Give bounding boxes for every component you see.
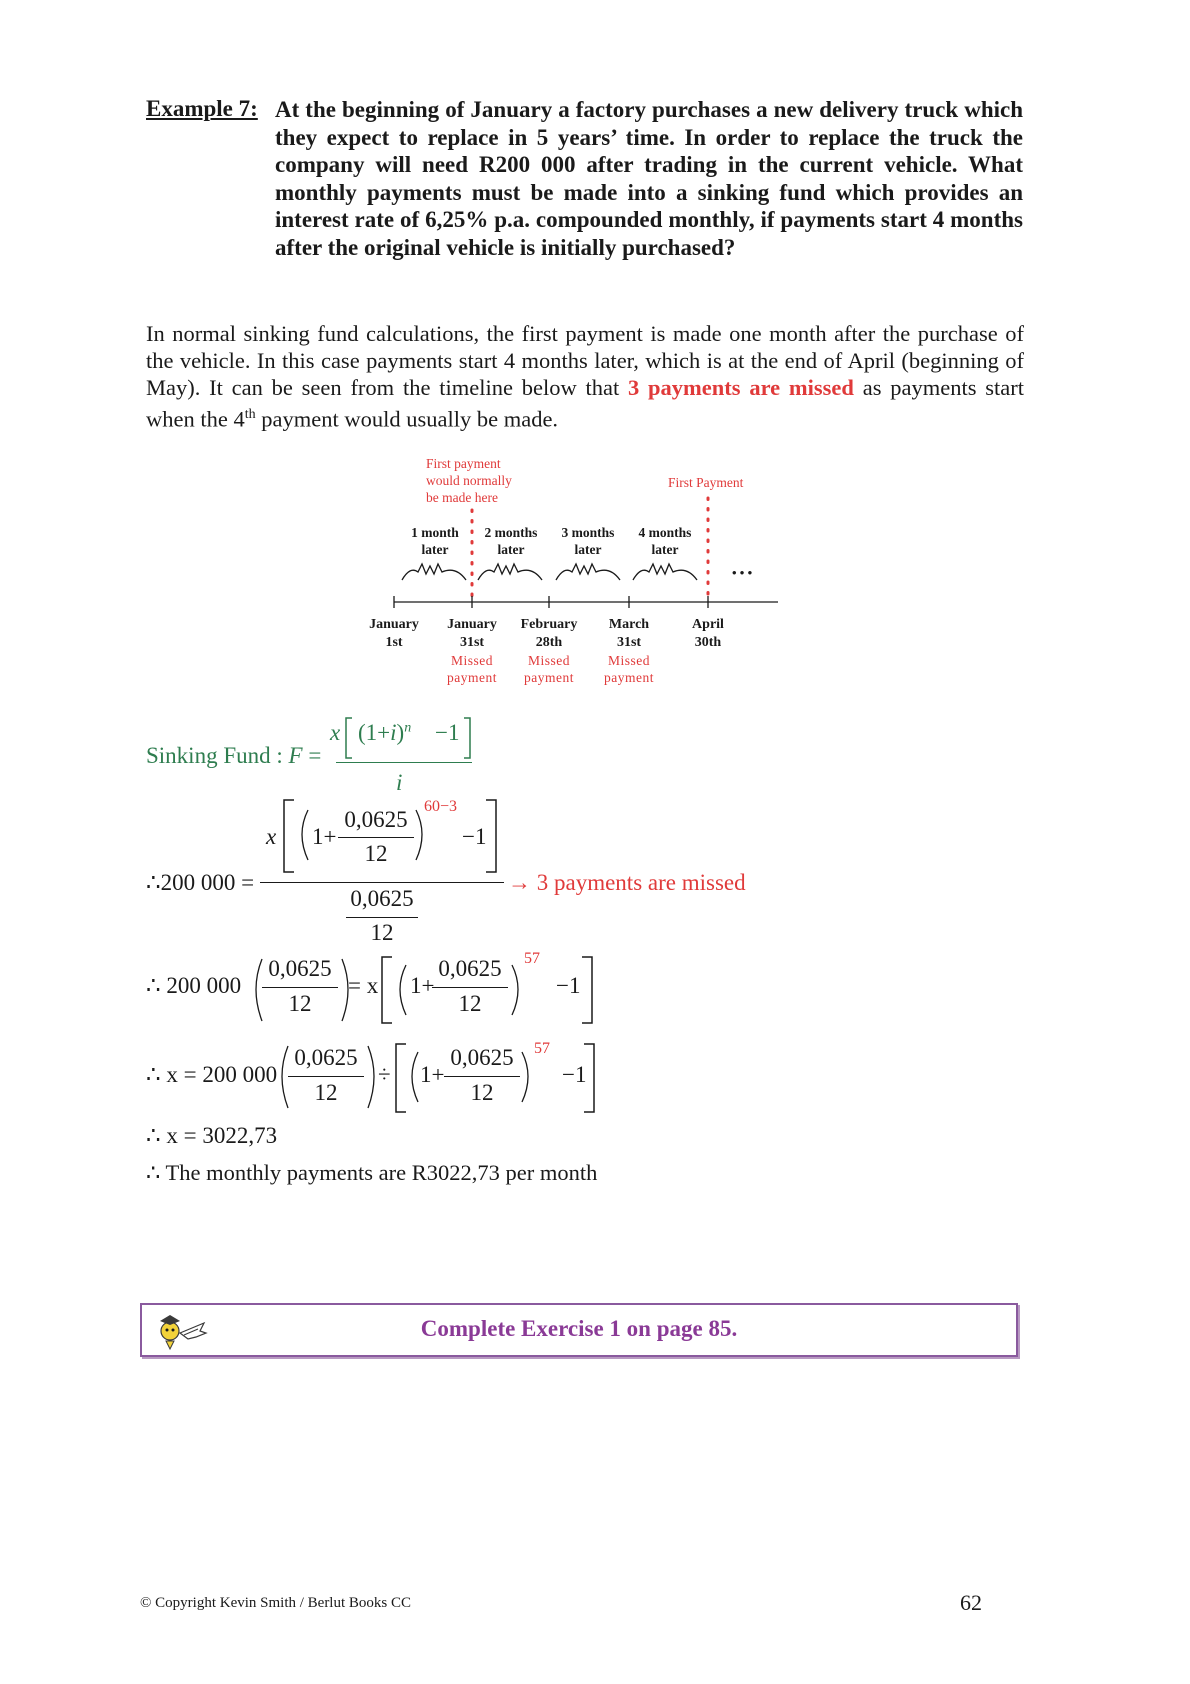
formula-x: x (330, 720, 341, 745)
note-normal-line1: First payment (426, 456, 501, 471)
intro-sup: th (244, 407, 256, 422)
interval-2-line2: later (497, 542, 525, 557)
timeline-ellipsis: • • • (732, 565, 753, 580)
note-normal-line2: would normally (426, 473, 512, 488)
result-statement: ∴ The monthly payments are R3022,73 per month (146, 1160, 598, 1185)
formula-F: F (288, 743, 303, 768)
date-4-month: March (608, 617, 650, 632)
interval-4-line2: later (651, 542, 679, 557)
arc-2 (478, 564, 542, 580)
example-question: At the beginning of January a factory purchases a new delivery truck which they expect to replace in 5 years’ time. In order to replace the truck the company will need R200 000 after trading in the current vehicle. What monthly payments must be made into a sinking fund which provides an interest rate of 6,25% p.a. compounded monthly, if payments start 4 months after the original vehicle is initially purchased? (275, 97, 1023, 260)
step3-inner-den: 12 (470, 1080, 494, 1105)
step3-minus1: −1 (562, 1062, 587, 1087)
missed-3-line2: payment (604, 670, 654, 685)
step2-eq-x: = x (348, 973, 379, 998)
exercise-instruction: Complete Exercise 1 on page 85. (420, 1316, 738, 1341)
footer-copyright: © Copyright Kevin Smith / Berlut Books CC (140, 1595, 411, 1611)
step1-one-plus: 1+ (312, 824, 337, 849)
step3-one-plus: 1+ (420, 1062, 445, 1087)
step3-div: ÷ (378, 1062, 391, 1087)
step1-inner-bar (338, 837, 414, 838)
date-2-month: January (447, 617, 497, 632)
step3-inner-bar (444, 1076, 520, 1077)
step3-inner-num: 0,0625 (450, 1045, 514, 1070)
step1-x (266, 824, 276, 850)
step3-exponent: 57 (534, 1040, 550, 1057)
formula-label-text: Sinking Fund : (146, 743, 289, 768)
interval-1-line1: 1 month (411, 525, 459, 540)
formula-eq: = (308, 743, 322, 768)
date-3-month: February (520, 617, 578, 632)
formula-n: n (404, 720, 412, 736)
interval-3-line1: 3 months (561, 525, 615, 540)
arc-1 (402, 564, 466, 580)
intro-text-1: In normal sinking fund calculations, the first payment is made one month after the purchase of the vehicle. In this case payments start 4 months later, which is at the end of April (beginning of May). It can be seen from the timeline below that (146, 321, 1024, 400)
step2-inner-den: 12 (458, 991, 482, 1016)
formula-label (146, 743, 321, 769)
step1-num: 0,0625 (344, 807, 408, 832)
step2-bar (262, 987, 338, 988)
formula-numerator (330, 720, 340, 746)
step1-den-bar (346, 917, 418, 918)
formula-inner (358, 720, 411, 746)
step1-main-bar (260, 882, 504, 883)
date-5-day: 30th (694, 635, 722, 650)
formula-close: ) (396, 720, 405, 745)
intro-paragraph (146, 320, 1024, 433)
date-3-day: 28th (535, 635, 563, 650)
note-normal-line3: be made here (426, 490, 498, 505)
formula-i: i (390, 720, 397, 745)
missed-1-line2: payment (447, 670, 497, 685)
formula-open: (1+ (358, 720, 391, 745)
date-1-month: January (369, 617, 419, 632)
date-4-day: 31st (616, 635, 642, 650)
interval-1-line2: later (421, 542, 449, 557)
step2-minus1: −1 (556, 973, 581, 998)
date-1-day: 1st (385, 635, 403, 650)
intro-text-3: payment would usually be made. (255, 406, 559, 432)
step1-den-den: 12 (370, 920, 394, 945)
step2-exponent: 57 (524, 950, 540, 967)
interval-2-line1: 2 months (484, 525, 538, 540)
result-x: ∴ x = 3022,73 (146, 1123, 278, 1148)
exercise-callout (140, 1303, 1018, 1357)
step1-den-num: 0,0625 (350, 886, 414, 911)
formula-fraction-bar (336, 762, 472, 763)
step2-num: 0,0625 (268, 956, 332, 981)
intro-text-2: as payments start when the 4 (146, 375, 1024, 432)
missed-3-line1: Missed (607, 653, 651, 668)
arc-4 (633, 564, 697, 580)
missed-2-line2: payment (524, 670, 574, 685)
interval-3-line2: later (574, 542, 602, 557)
step1-note: → 3 payments are missed (508, 870, 746, 895)
step2-lhs: ∴ 200 000 (146, 973, 242, 998)
missed-1-line1: Missed (450, 653, 494, 668)
step3-bar (288, 1076, 364, 1077)
date-5-month: April (692, 617, 724, 632)
formula-den-i: i (396, 770, 403, 795)
formula-minus1: −1 (435, 720, 460, 745)
step1-lhs: ∴200 000 = (146, 870, 255, 895)
payment-timeline (360, 450, 820, 690)
missed-highlight: 3 payments are missed (628, 375, 854, 400)
step2-inner-num: 0,0625 (438, 956, 502, 981)
date-2-day: 31st (459, 635, 485, 650)
step2-one-plus: 1+ (410, 973, 435, 998)
interval-4-line1: 4 months (638, 525, 692, 540)
step1-x-var: x (266, 824, 277, 849)
step3-lhs: ∴ x = 200 000 (146, 1062, 278, 1087)
page-number: 62 (960, 1590, 982, 1615)
formula-denominator (396, 770, 402, 796)
step3-num: 0,0625 (294, 1045, 358, 1070)
example-label: Example 7: (146, 96, 258, 121)
missed-2-line1: Missed (527, 653, 571, 668)
step3-den: 12 (314, 1080, 338, 1105)
step2-den: 12 (288, 991, 312, 1016)
note-first-payment: First Payment (668, 475, 744, 490)
step1-minus1: −1 (462, 824, 487, 849)
step1-exponent: 60−3 (424, 798, 458, 815)
arc-3 (556, 564, 620, 580)
step1-den: 12 (364, 841, 388, 866)
step2-inner-bar (432, 987, 508, 988)
